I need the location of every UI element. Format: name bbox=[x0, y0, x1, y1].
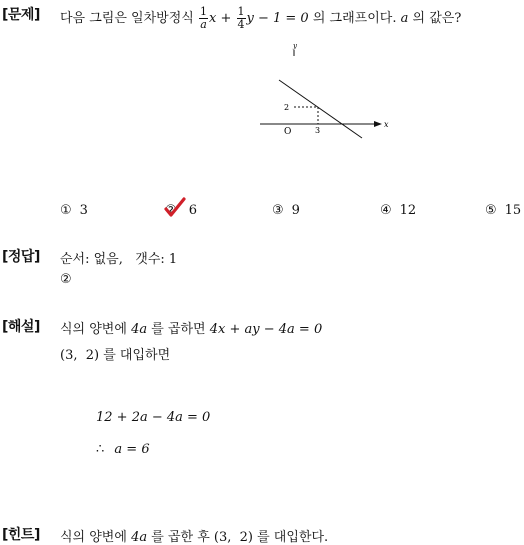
therefore-symbol: ∴ bbox=[96, 442, 105, 457]
explanation-text-2: 를 곱하면 bbox=[151, 322, 206, 337]
explanation-equation-1: 12 + 2a − 4a = 0 bbox=[96, 410, 211, 425]
choice-4-mark: ④ bbox=[380, 203, 392, 218]
problem-text-before: 다음 그림은 일차방정식 bbox=[60, 11, 194, 26]
explanation-equation: 4x + ay − 4a = 0 bbox=[209, 322, 323, 337]
choice-5[interactable] bbox=[485, 203, 521, 218]
choice-1[interactable] bbox=[60, 203, 88, 218]
hint-math-4a: 4a bbox=[131, 530, 148, 545]
x-tick-label: 3 bbox=[315, 126, 321, 135]
choice-3[interactable] bbox=[272, 203, 300, 218]
answer-tag: [정답] bbox=[2, 249, 40, 265]
fraction-1-over-4: $\frac{1}{4}$ bbox=[237, 5, 245, 31]
check-mark-icon bbox=[163, 197, 187, 219]
problem-text-tail: 의 값은? bbox=[412, 11, 462, 26]
choice-1-value: 3 bbox=[79, 203, 88, 218]
x-axis-arrowhead bbox=[374, 121, 382, 127]
choice-4-value: 12 bbox=[399, 203, 417, 218]
equation-mid: x + bbox=[209, 11, 232, 26]
hint-text-1: 식의 양변에 bbox=[60, 530, 127, 545]
choice-3-value: 9 bbox=[291, 203, 300, 218]
hint-text bbox=[60, 526, 328, 545]
hint-tag: [힌트] bbox=[2, 527, 40, 543]
fraction-1-over-a: $\frac{1}{a}$ bbox=[200, 5, 207, 31]
x-axis-label: x bbox=[384, 120, 389, 129]
answer-order-count: 순서: 없음, 갯수: 1 bbox=[60, 252, 178, 267]
choice-5-value: 15 bbox=[504, 203, 522, 218]
choice-2[interactable] bbox=[165, 203, 197, 218]
explanation-conclusion bbox=[96, 442, 150, 457]
choice-2-mark: ② bbox=[165, 203, 181, 218]
choice-5-mark: ⑤ bbox=[485, 203, 497, 218]
choice-3-mark: ③ bbox=[272, 203, 284, 218]
problem-variable: a bbox=[400, 11, 409, 26]
explanation-tag: [해설] bbox=[2, 319, 40, 335]
choice-4[interactable] bbox=[380, 203, 416, 218]
problem-statement bbox=[60, 6, 461, 31]
origin-label: O bbox=[284, 127, 292, 137]
choice-1-mark: ① bbox=[60, 203, 72, 218]
explanation-line-2: (3, 2) 를 대입하면 bbox=[60, 348, 171, 363]
y-axis-label: y bbox=[293, 42, 297, 50]
explanation-text-1: 식의 양변에 bbox=[60, 322, 127, 337]
y-tick-label: 2 bbox=[284, 103, 290, 112]
problem-tag: [문제] bbox=[2, 7, 40, 23]
graph-line bbox=[279, 80, 362, 138]
explanation-math-4a: 4a bbox=[131, 322, 148, 337]
equation-end: y − 1 = 0 bbox=[246, 11, 309, 26]
line-graph bbox=[250, 38, 400, 148]
hint-text-2: 를 곱한 후 (3, 2) 를 대입한다. bbox=[151, 530, 329, 545]
explanation-line-1 bbox=[60, 318, 322, 337]
choice-2-value: 6 bbox=[188, 203, 198, 218]
answer-choice: ② bbox=[60, 272, 72, 287]
problem-text-after: 의 그래프이다. bbox=[312, 11, 397, 26]
explanation-result: a = 6 bbox=[114, 442, 150, 457]
